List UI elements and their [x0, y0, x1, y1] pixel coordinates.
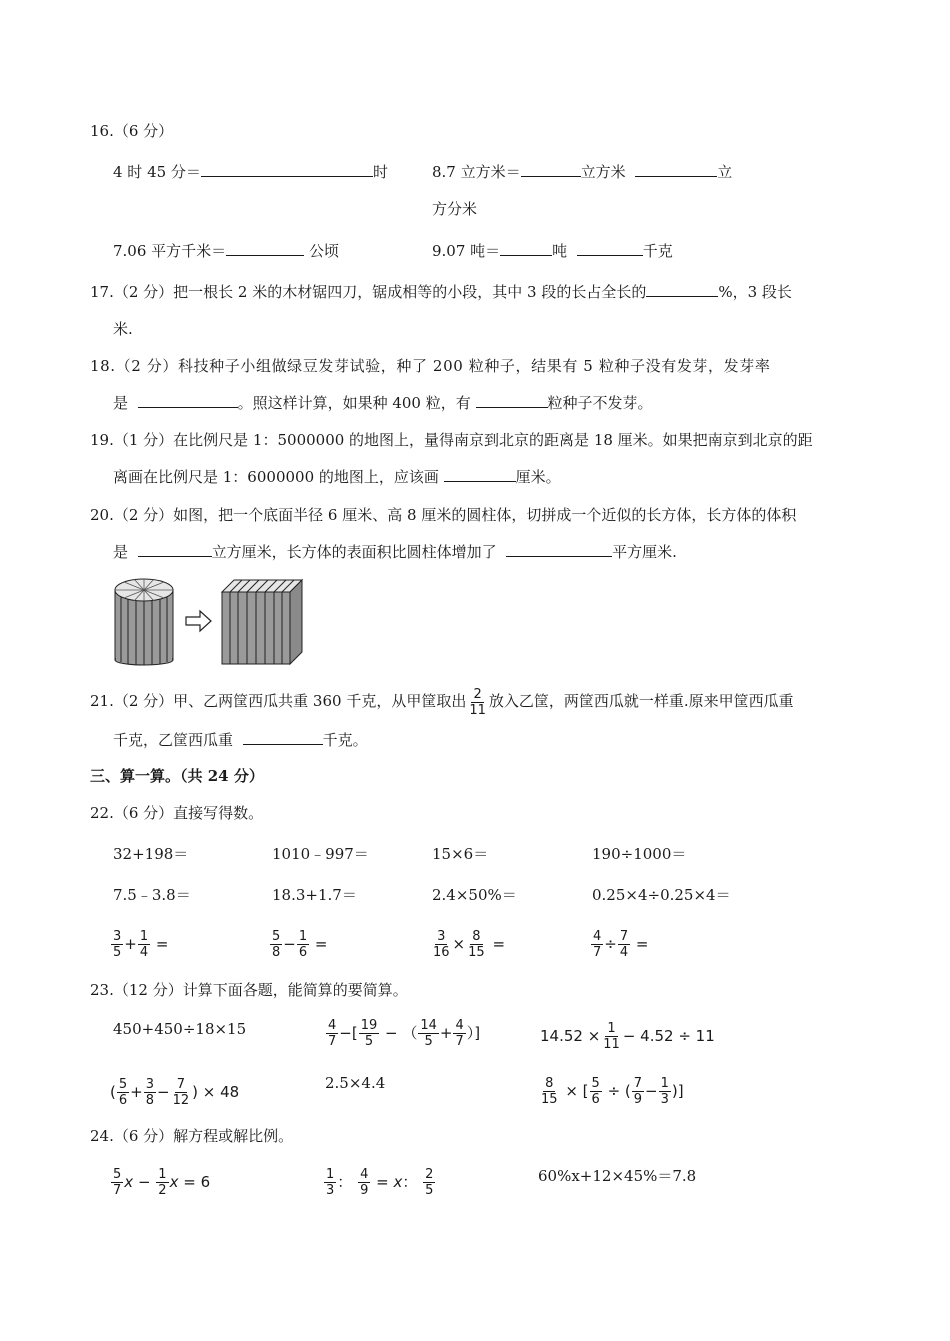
- variable: x: [169, 1173, 179, 1191]
- denominator: 5: [364, 1034, 374, 1049]
- numerator: 3: [145, 1077, 154, 1092]
- q23-expr-6: $\frac{8}{15}$ × [ $\frac{5}{6}$ ÷ ( $\frac{7}{9}$ − $\frac{1}{3}$ )]: [541, 1076, 684, 1107]
- q20-line2: [113, 542, 677, 562]
- q23-expr-5: 2.5×4.4: [325, 1074, 386, 1092]
- q19-text: 离画在比例尺是 1：6000000 的地图上，应该画: [113, 468, 439, 486]
- denominator: 6: [298, 945, 308, 960]
- q16-b-text: 8.7 立方米＝: [432, 163, 521, 181]
- q24-equation-1: $\frac{5}{7}$ x − $\frac{1}{2}$ x = 6: [113, 1167, 211, 1198]
- denominator: 4: [619, 945, 629, 960]
- denominator: 5: [113, 945, 122, 960]
- numerator: 14: [420, 1018, 437, 1033]
- numerator: 1: [326, 1167, 335, 1182]
- q22-r1-c3: 15×6＝: [432, 845, 489, 863]
- equals: =: [155, 935, 169, 953]
- q23-expr-1: 450+450÷18×15: [113, 1020, 247, 1038]
- q21-text4: 千克。: [322, 731, 368, 749]
- answer-blank[interactable]: [500, 241, 552, 256]
- q22-heading: 22.（6 分）直接写得数。: [90, 804, 264, 822]
- q19-text2: 厘米。: [515, 468, 561, 486]
- numerator: 7: [633, 1076, 643, 1091]
- numerator: 4: [328, 1018, 337, 1033]
- q17-line1: [90, 282, 792, 302]
- q23-expr-3: [540, 1019, 715, 1053]
- q18-line2: [113, 393, 653, 413]
- denominator: 3: [660, 1092, 669, 1107]
- variable: x: [393, 1173, 403, 1191]
- q16-item-b: [432, 162, 732, 182]
- arrow-right-icon: [186, 611, 211, 631]
- denominator: 11: [603, 1037, 620, 1052]
- q22-r2-c2: 18.3+1.7＝: [272, 886, 357, 904]
- q16-a-text: 4 时 45 分＝: [113, 163, 201, 181]
- q18-text3: 粒种子不发芽。: [547, 394, 653, 412]
- numerator: 3: [113, 929, 122, 944]
- answer-blank[interactable]: [226, 241, 304, 256]
- q16-heading: 16.（6 分）: [90, 122, 174, 140]
- denominator: 4: [139, 945, 149, 960]
- cylinder-icon: [115, 579, 173, 665]
- q17-text2: %，3 段长: [718, 283, 792, 301]
- q23-expr-4: ( $\frac{5}{6}$ + $\frac{3}{8}$ − $\frac{7}{12}$ ) × 48: [110, 1077, 240, 1108]
- q16-a-unit: 时: [372, 163, 388, 181]
- q22-r1-c4: 190÷1000＝: [592, 845, 687, 863]
- q16-b-unit: 立方米: [580, 163, 626, 181]
- variable: x: [124, 1173, 134, 1191]
- q22-fraction-expr-3: [430, 927, 505, 961]
- numerator: 5: [591, 1076, 600, 1091]
- denominator: 5: [424, 1034, 433, 1049]
- denominator: 15: [468, 945, 485, 960]
- q20-text3: 平方厘米.: [612, 543, 677, 561]
- numerator: 4: [593, 929, 602, 944]
- q21-fraction: [467, 687, 488, 718]
- q22-fraction-expr-4: [590, 927, 649, 961]
- denominator: 11: [469, 702, 486, 718]
- q16-d-unit2: 千克: [642, 242, 673, 260]
- denominator: 16: [433, 945, 450, 960]
- q16-c-text: 7.06 平方千米＝: [113, 242, 227, 260]
- answer-blank[interactable]: [138, 542, 212, 557]
- equals: =: [314, 935, 328, 953]
- expr-text: − 4.52 ÷ 11: [622, 1027, 715, 1045]
- numerator: 7: [619, 929, 629, 944]
- numerator: 5: [272, 929, 281, 944]
- section-heading: 三、算一算。（共 24 分）: [90, 767, 264, 785]
- denominator: 9: [360, 1183, 369, 1198]
- cuboid-icon: [222, 580, 302, 664]
- denominator: 6: [118, 1093, 128, 1108]
- q22-fraction-expr-2: [269, 927, 328, 961]
- numerator: 1: [660, 1076, 669, 1091]
- denominator: 3: [326, 1183, 335, 1198]
- q20-text: 是: [113, 543, 129, 561]
- q22-r2-c3: 2.4×50%＝: [432, 886, 517, 904]
- numerator: 8: [472, 929, 481, 944]
- q20-line1: 20.（2 分）如图，把一个底面半径 6 厘米、高 8 厘米的圆柱体，切拼成一个近似的长方体，长方体的体积: [90, 506, 797, 524]
- numerator: 3: [437, 929, 446, 944]
- operator: ÷: [604, 935, 617, 953]
- q18-text: 是: [113, 394, 129, 412]
- denominator: 9: [633, 1092, 643, 1107]
- q22-fraction-expr-1: [110, 927, 169, 961]
- numerator: 8: [545, 1076, 554, 1091]
- answer-blank[interactable]: [521, 162, 581, 177]
- denominator: 8: [272, 945, 281, 960]
- numerator: 2: [473, 686, 482, 702]
- answer-blank[interactable]: [138, 393, 238, 408]
- numerator: 5: [118, 1077, 128, 1092]
- expr-text: 14.52 ×: [540, 1027, 601, 1045]
- q23-expr-2: $\frac{4}{7}$ −[ $\frac{19}{5}$ − （ $\frac{14}{5}$ + $\frac{4}{7}$ ）]: [328, 1018, 481, 1049]
- q19-line2: [113, 467, 561, 487]
- q21-text3: 千克，乙筐西瓜重: [113, 731, 234, 749]
- q22-r2-c1: 7.5﹣3.8＝: [113, 886, 191, 904]
- answer-blank[interactable]: [201, 162, 373, 177]
- numerator: 2: [425, 1167, 434, 1182]
- q18-text2: 。照这样计算，如果种 400 粒，有: [237, 394, 471, 412]
- expr-text: × 48: [202, 1083, 240, 1101]
- equals: =: [492, 935, 506, 953]
- denominator: 12: [172, 1093, 190, 1108]
- answer-blank[interactable]: [646, 282, 718, 297]
- numerator: 7: [176, 1077, 185, 1092]
- denominator: 7: [593, 945, 602, 960]
- q16-item-a: [113, 162, 388, 182]
- q16-item-d: [432, 241, 673, 261]
- operator: −: [283, 935, 296, 953]
- numerator: 1: [158, 1167, 167, 1182]
- operator: +: [124, 935, 137, 953]
- numerator: 1: [607, 1021, 616, 1036]
- numerator: 4: [360, 1167, 369, 1182]
- denominator: 5: [425, 1183, 434, 1198]
- denominator: 15: [541, 1092, 558, 1107]
- denominator: 8: [145, 1093, 154, 1108]
- numerator: 1: [298, 929, 308, 944]
- denominator: 7: [328, 1034, 337, 1049]
- expr-text: = 6: [183, 1173, 211, 1191]
- denominator: 2: [158, 1183, 167, 1198]
- q21-line2: [113, 730, 368, 750]
- q17-text: 17.（2 分）把一根长 2 米的木材锯四刀，锯成相等的小段，其中 3 段的长占全长的: [90, 283, 647, 301]
- answer-blank[interactable]: [635, 162, 717, 177]
- operator: ×: [452, 935, 466, 953]
- q20-text2: 立方厘米，长方体的表面积比圆柱体增加了: [211, 543, 497, 561]
- denominator: 6: [591, 1092, 600, 1107]
- q16-b-continued: 方分米: [432, 200, 478, 218]
- q16-c-unit: 公顷: [308, 242, 339, 260]
- q21-text: 21.（2 分）甲、乙两筐西瓜共重 360 千克，从甲筐取出: [90, 692, 467, 710]
- q16-d-text: 9.07 吨＝: [432, 242, 501, 260]
- numerator: 1: [139, 929, 149, 944]
- q22-r1-c2: 1010﹣997＝: [272, 845, 369, 863]
- equals: =: [635, 935, 649, 953]
- q24-heading: 24.（6 分）解方程或解比例。: [90, 1127, 294, 1145]
- q21-line1: [90, 686, 794, 718]
- answer-blank[interactable]: [444, 467, 516, 482]
- q21-text2: 放入乙筐，两筐西瓜就一样重.原来甲筐西瓜重: [488, 692, 794, 710]
- q23-heading: 23.（12 分）计算下面各题，能简算的要简算。: [90, 981, 408, 999]
- answer-blank[interactable]: [577, 241, 643, 256]
- q16-b-unit2: 立: [717, 163, 733, 181]
- numerator: 19: [360, 1018, 378, 1033]
- q16-item-c: [113, 241, 339, 261]
- q22-r2-c4: 0.25×4÷0.25×4＝: [592, 886, 731, 904]
- q18-line1: 18.（2 分）科技种子小组做绿豆发芽试验，种了 200 粒种子，结果有 5 粒种子没有发芽，发芽率: [90, 357, 771, 375]
- numerator: 4: [455, 1018, 464, 1033]
- denominator: 7: [113, 1183, 122, 1198]
- q19-line1: 19.（1 分）在比例尺是 1：5000000 的地图上，量得南京到北京的距离是 18 厘米。如果把南京到北京的距: [90, 431, 813, 449]
- denominator: 7: [455, 1034, 464, 1049]
- answer-blank[interactable]: [506, 542, 612, 557]
- numerator: 5: [113, 1167, 122, 1182]
- q24-equation-3: 60%x+12×45%＝7.8: [538, 1167, 697, 1185]
- cylinder-to-cuboid-figure: [110, 574, 310, 666]
- answer-blank[interactable]: [243, 730, 323, 745]
- q24-proportion: $\frac{1}{3}$ ： $\frac{4}{9}$ = x： $\frac{2}{5}$: [326, 1167, 434, 1198]
- q17-line2: 米.: [113, 320, 133, 338]
- answer-blank[interactable]: [476, 393, 548, 408]
- q22-r1-c1: 32+198＝: [113, 845, 189, 863]
- q16-d-unit: 吨: [552, 242, 568, 260]
